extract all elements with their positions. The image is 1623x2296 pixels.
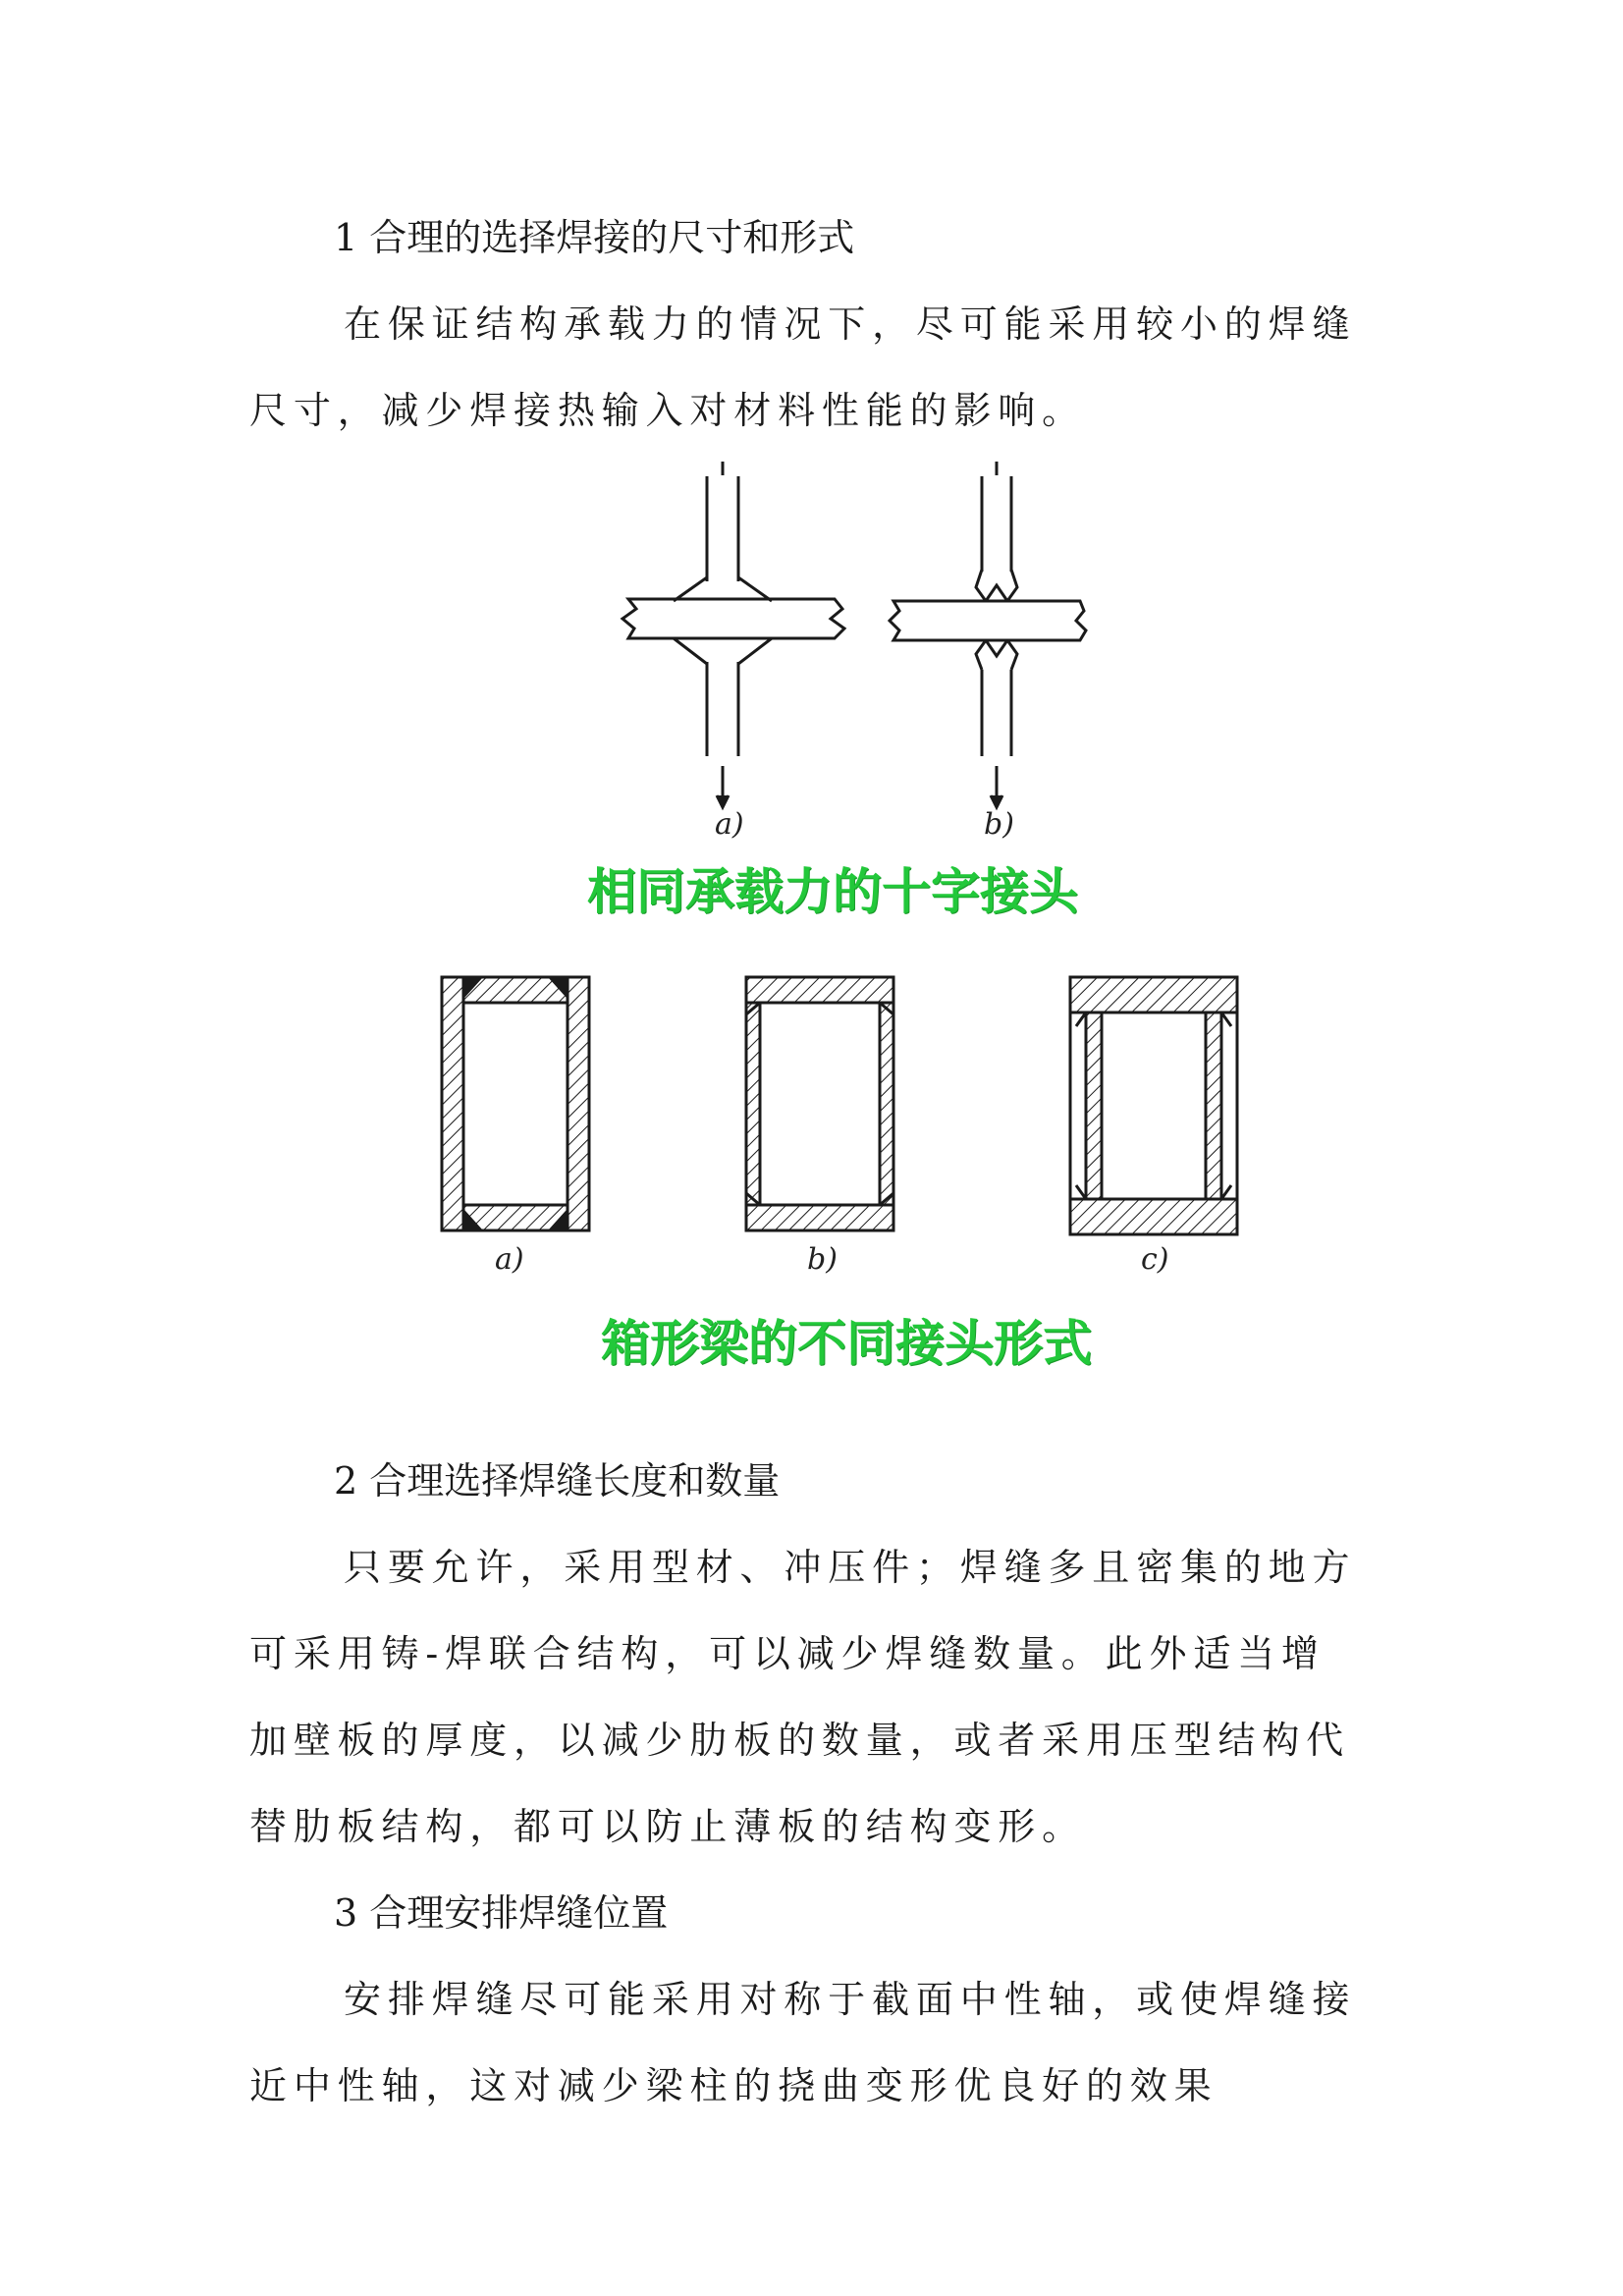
section2-heading: 2 合理选择焊缝长度和数量: [334, 1459, 781, 1503]
figure2-label-a: a): [495, 1242, 524, 1277]
section1-paragraph-line2: 尺寸，减少焊接热输入对材料性能的影响。: [249, 389, 1086, 432]
section3-line1: 安排焊缝尽可能采用对称于截面中性轴，或使焊缝接: [344, 1978, 1357, 2021]
cross-joint-drawing: [609, 462, 1119, 854]
figure2-label-b: b): [807, 1242, 838, 1277]
section3-heading: 3 合理安排焊缝位置: [334, 1891, 669, 1935]
figure1-label-b: b): [984, 807, 1014, 842]
cross-joint-figure: [609, 462, 1119, 854]
section1-paragraph-line1: 在保证结构承载力的情况下，尽可能采用较小的焊缝: [344, 302, 1357, 346]
figure2-caption: 箱形梁的不同接头形式: [601, 1315, 1092, 1372]
box-beam-drawing: [422, 957, 1267, 1291]
figure2-label-c: c): [1141, 1242, 1169, 1277]
figure1-label-a: a): [715, 807, 744, 842]
section2-line1: 只要允许，采用型材、冲压件；焊缝多且密集的地方: [344, 1546, 1357, 1589]
section3-line2: 近中性轴，这对减少梁柱的挠曲变形优良好的效果: [249, 2064, 1218, 2107]
figure1-caption: 相同承载力的十字接头: [587, 863, 1078, 920]
box-beam-figure: [422, 957, 1267, 1291]
section2-line4: 替肋板结构，都可以防止薄板的结构变形。: [249, 1805, 1086, 1848]
section2-line2: 可采用铸-焊联合结构，可以减少焊缝数量。此外适当增: [249, 1632, 1325, 1675]
section1-heading: 1 合理的选择焊接的尺寸和形式: [334, 216, 855, 259]
section2-line3: 加壁板的厚度，以减少肋板的数量，或者采用压型结构代: [249, 1719, 1351, 1762]
